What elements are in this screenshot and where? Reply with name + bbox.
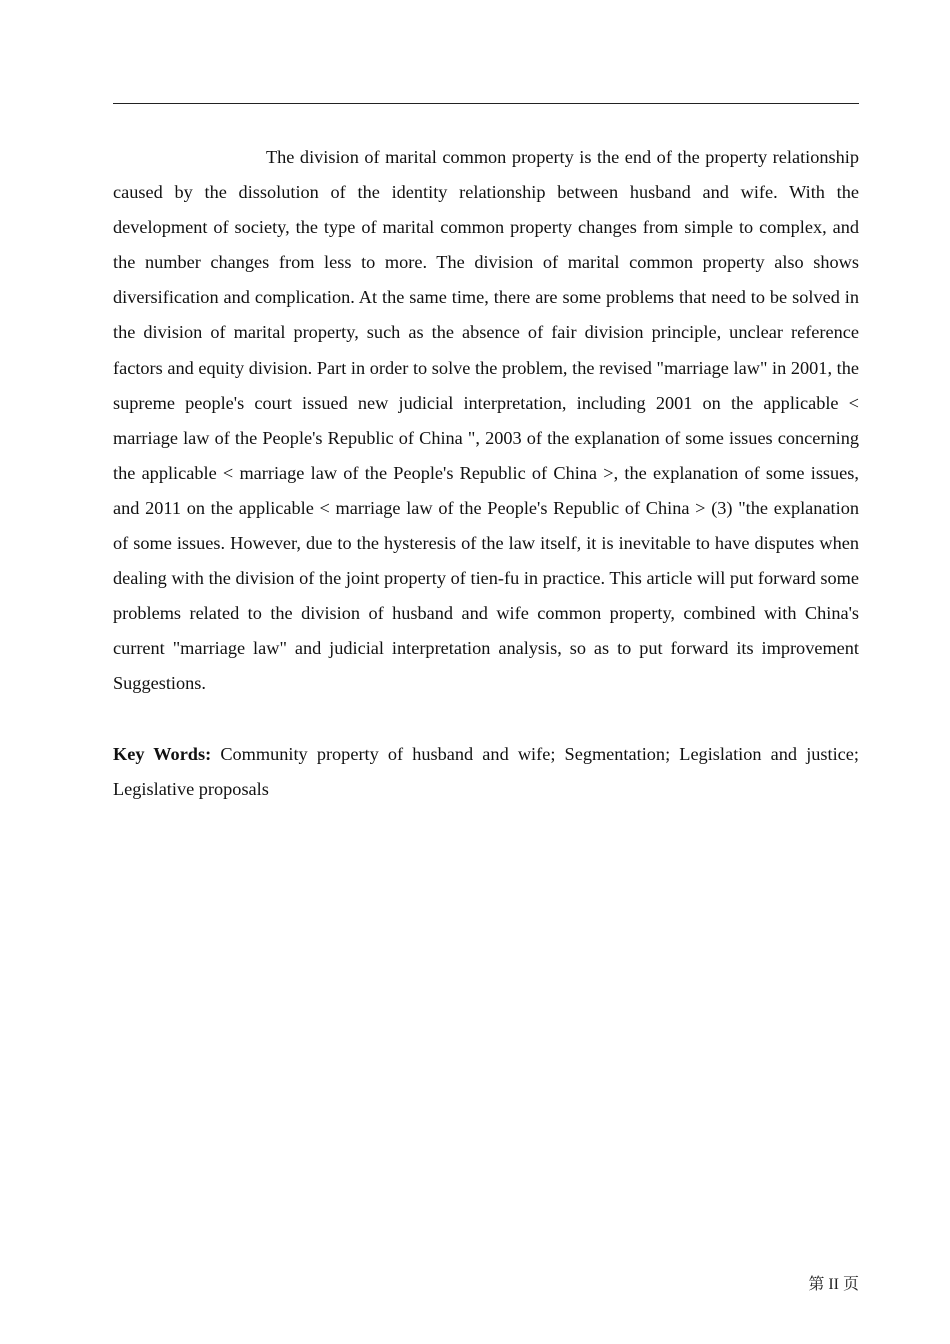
header-rule	[113, 103, 859, 104]
keywords-paragraph	[113, 737, 859, 807]
keywords-label: Key Words:	[113, 744, 212, 764]
keywords-text: Community property of husband and wife; Segmentation; Legislation and justice; Legislative proposals	[113, 744, 859, 800]
page-number: 第 II 页	[808, 1276, 859, 1293]
abstract-paragraph: The division of marital common property is the end of the property relationship caused by the dissolution of the identity relationship between husband and wife. With the development of society, the type of marital common property changes from simple to complex, and the number changes from less to more. The division of marital common property also shows diversification and complication. At the same time, there are some problems that need to be solved in the division of marital property, such as the absence of fair division principle, unclear reference factors and equity division. Part in order to solve the problem, the revised "marriage law" in 2001, the supreme people's court issued new judicial interpretation, including 2001 on the applicable < marriage law of the People's Republic of China ", 2003 of the explanation of some issues concerning the applicable < marriage law of the People's Republic of China >, the explanation of some issues, and 2011 on the applicable < marriage law of the People's Republic of China > (3) "the explanation of some issues. However, due to the hysteresis of the law itself, it is inevitable to have disputes when dealing with the division of the joint property of tien-fu in practice. This article will put forward some problems related to the division of husband and wife common property, combined with China's current "marriage law" and judicial interpretation analysis, so as to put forward its improvement Suggestions.	[113, 147, 859, 694]
